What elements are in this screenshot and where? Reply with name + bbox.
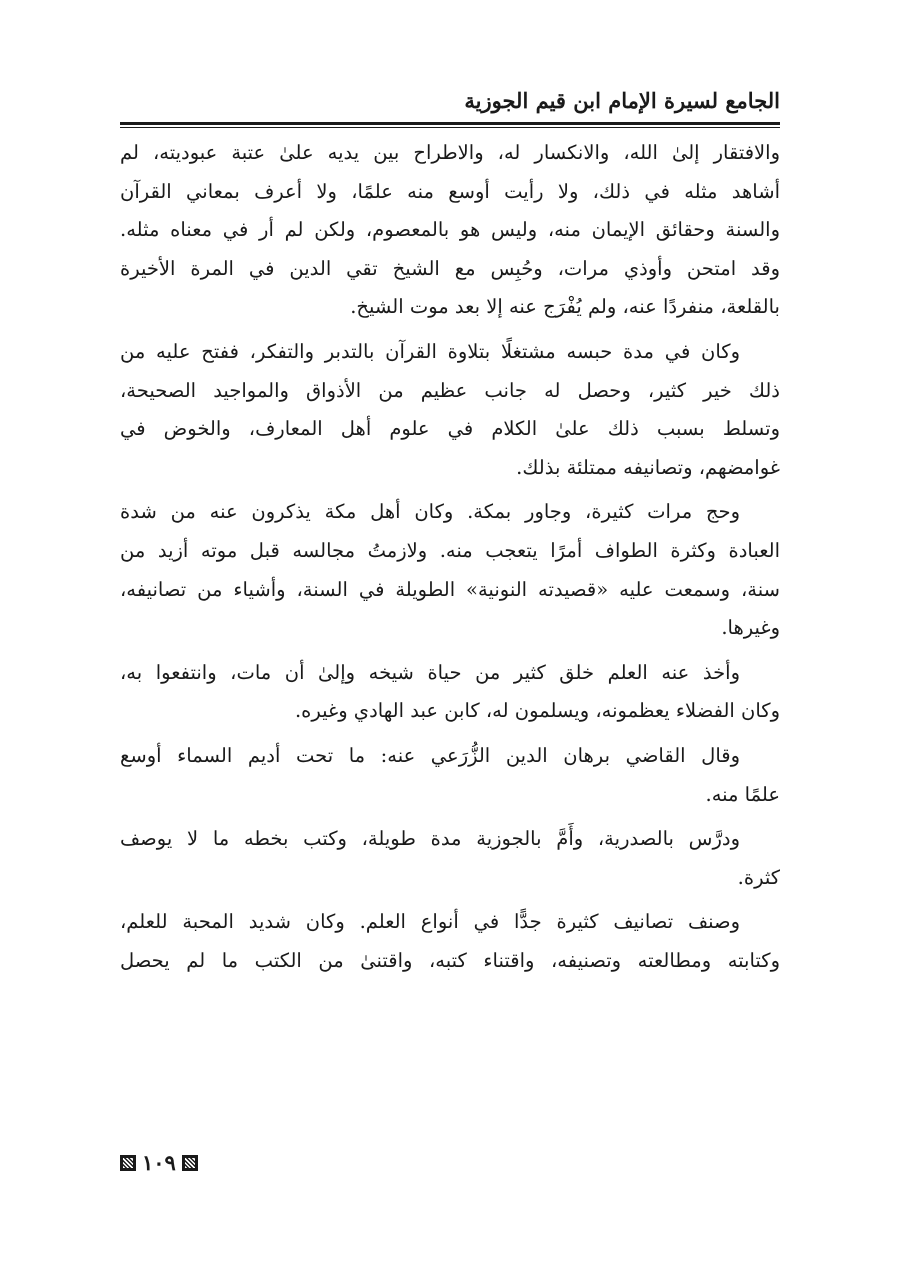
text-line: وكان في مدة حبسه مشتغلًا بتلاوة القرآن بالتدبر والتفكر، ففتح عليه من <box>120 339 740 363</box>
page-number: ١٠٩ <box>142 1150 176 1175</box>
text-line: كثرة. <box>737 865 780 889</box>
text-line: ودرَّس بالصدرية، وأَمَّ بالجوزية مدة طويلة، وكتب بخطه ما لا يوصف <box>120 827 740 851</box>
body-text <box>120 134 780 986</box>
text-line: وأخذ عنه العلم خلق كثير من حياة شيخه وإلىٰ أن مات، وانتفعوا به، <box>120 660 740 684</box>
ornament-left-icon <box>120 1155 136 1171</box>
paragraph-1 <box>120 134 780 327</box>
text-line: ذلك خير كثير، وحصل له جانب عظيم من الأذواق والمواجيد الصحيحة، <box>120 378 780 402</box>
running-header <box>120 86 780 120</box>
text-line: العبادة وكثرة الطواف أمرًا يتعجب منه. ولازمتُ مجالسه قبل موته أزيد من <box>120 538 780 562</box>
text-line: وقال القاضي برهان الدين الزُّرَعي عنه: ما تحت أديم السماء أوسع <box>120 743 740 767</box>
paragraph-2 <box>120 333 780 487</box>
book-page <box>120 0 780 1271</box>
header-rule-thin <box>120 127 780 128</box>
text-line: وقد امتحن وأوذي مرات، وحُبِس مع الشيخ تقي الدين في المرة الأخيرة <box>120 256 780 280</box>
text-line: والسنة وحقائق الإيمان منه، وليس هو بالمعصوم، ولكن لم أر في معناه مثله. <box>120 218 780 242</box>
ornament-right-icon <box>182 1155 198 1171</box>
text-line: علمًا منه. <box>705 782 780 806</box>
text-line: وتسلط بسبب ذلك علىٰ الكلام في علوم أهل المعارف، والخوض في <box>120 417 780 441</box>
text-line: غوامضهم، وتصانيفه ممتلئة بذلك. <box>516 455 780 479</box>
text-line: أشاهد مثله في ذلك، ولا رأيت أوسع منه علمًا، ولا أعرف بمعاني القرآن <box>120 179 780 203</box>
paragraph-4 <box>120 654 780 731</box>
text-line: وكان الفضلاء يعظمونه، ويسلمون له، كابن عبد الهادي وغيره. <box>294 699 780 723</box>
header-rule-thick <box>120 122 780 125</box>
text-line: والافتقار إلىٰ الله، والانكسار له، والاطراح بين يديه علىٰ عتبة عبوديته، لم <box>120 141 780 164</box>
text-line: وصنف تصانيف كثيرة جدًّا في أنواع العلم. وكان شديد المحبة للعلم، <box>120 910 740 934</box>
header-title: الجامع لسيرة الإمام ابن قيم الجوزية <box>464 88 780 113</box>
text-line: وغيرها. <box>721 616 780 640</box>
paragraph-6 <box>120 820 780 897</box>
text-line: وكتابته ومطالعته وتصنيفه، واقتناء كتبه، واقتنىٰ من الكتب ما لم يحصل <box>120 948 780 972</box>
text-line: سنة، وسمعت عليه «قصيدته النونية» الطويلة في السنة، وأشياء من تصانيفه، <box>120 577 780 601</box>
paragraph-7 <box>120 903 780 980</box>
page-footer <box>120 1148 198 1178</box>
text-line: وحج مرات كثيرة، وجاور بمكة. وكان أهل مكة يذكرون عنه من شدة <box>120 500 740 524</box>
paragraph-3 <box>120 493 780 647</box>
text-line: بالقلعة، منفردًا عنه، ولم يُفْرَج عنه إلا بعد موت الشيخ. <box>350 295 780 319</box>
paragraph-5 <box>120 737 780 814</box>
